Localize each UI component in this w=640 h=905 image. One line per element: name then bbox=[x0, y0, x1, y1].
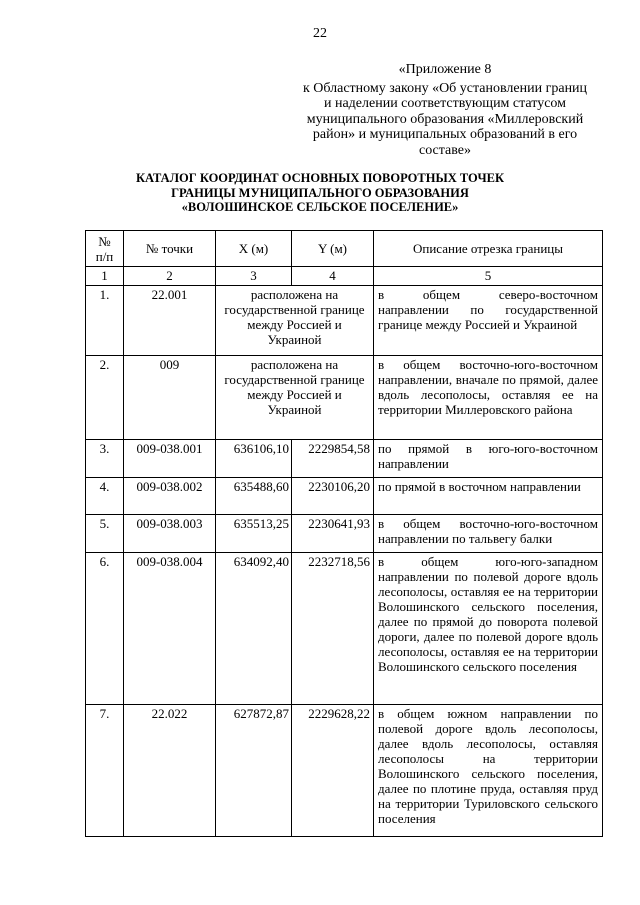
table-row bbox=[86, 356, 603, 440]
table-header-row bbox=[86, 231, 603, 267]
header-num-abbr: п/п bbox=[95, 248, 114, 264]
row-number: 4. bbox=[86, 478, 124, 515]
index-cell: 1 bbox=[86, 267, 124, 286]
y-coordinate: 2229628,22 bbox=[292, 705, 374, 837]
row-number: 1. bbox=[86, 286, 124, 356]
index-row bbox=[86, 267, 603, 286]
point-id: 009-038.002 bbox=[124, 478, 216, 515]
header-num-symbol: № bbox=[98, 233, 111, 249]
index-cell: 4 bbox=[292, 267, 374, 286]
page-number: 22 bbox=[313, 26, 327, 41]
point-location: расположена на государственной границе между Россией и Украиной bbox=[216, 286, 374, 356]
catalog-title bbox=[0, 171, 640, 215]
table-row bbox=[86, 515, 603, 553]
x-coordinate: 635488,60 bbox=[216, 478, 292, 515]
x-coordinate: 634092,40 bbox=[216, 553, 292, 705]
row-number: 6. bbox=[86, 553, 124, 705]
table-row bbox=[86, 440, 603, 478]
row-number: 2. bbox=[86, 356, 124, 440]
table-row bbox=[86, 478, 603, 515]
y-coordinate: 2232718,56 bbox=[292, 553, 374, 705]
x-coordinate: 636106,10 bbox=[216, 440, 292, 478]
appendix-title: «Приложение 8 bbox=[398, 62, 492, 77]
point-id: 009-038.001 bbox=[124, 440, 216, 478]
header-num bbox=[86, 231, 124, 267]
y-coordinate: 2230106,20 bbox=[292, 478, 374, 515]
table-row bbox=[86, 286, 603, 356]
row-number: 7. bbox=[86, 705, 124, 837]
table-row bbox=[86, 705, 603, 837]
header-point: № точки bbox=[124, 231, 216, 267]
index-cell: 5 bbox=[374, 267, 603, 286]
segment-description: по прямой в юго-юго-восточном направлении bbox=[374, 440, 603, 478]
point-location: расположена на государственной границе между Россией и Украиной bbox=[216, 356, 374, 440]
header-x: X (м) bbox=[216, 231, 292, 267]
segment-description: в общем восточно-юго-восточном направлении, вначале по прямой, далее вдоль лесополосы, оставляя ее на территории Миллеровского района bbox=[374, 356, 603, 440]
row-number: 3. bbox=[86, 440, 124, 478]
segment-description: в общем северо-восточном направлении по государственной границе между Россией и Украиной bbox=[374, 286, 603, 356]
point-id: 009-038.003 bbox=[124, 515, 216, 553]
catalog-title-line-2: ГРАНИЦЫ МУНИЦИПАЛЬНОГО ОБРАЗОВАНИЯ bbox=[171, 185, 469, 200]
segment-description: в общем южном направлении по полевой дороге вдоль лесополосы, далее вдоль лесополосы, оставляя лесополосы на территории Волошинского сельского поселения, далее по плотине пруда, оставляя пруд на территории Туриловского сельского поселения bbox=[374, 705, 603, 837]
header-description: Описание отрезка границы bbox=[374, 231, 603, 267]
segment-description: в общем восточно-юго-восточном направлении по тальвегу балки bbox=[374, 515, 603, 553]
point-id: 009-038.004 bbox=[124, 553, 216, 705]
catalog-title-line-1: КАТАЛОГ КООРДИНАТ ОСНОВНЫХ ПОВОРОТНЫХ ТОЧЕК bbox=[135, 171, 505, 185]
y-coordinate: 2230641,93 bbox=[292, 515, 374, 553]
segment-description: в общем юго-юго-западном направлении по полевой дороге вдоль лесополосы, оставляя ее на территории Волошинского сельского поселения, далее по прямой до поворота полевой дороги, далее по полевой дороге вдоль лесополосы, оставляя ее на территории Волошинского сельского поселения bbox=[374, 553, 603, 705]
y-coordinate: 2229854,58 bbox=[292, 440, 374, 478]
appendix-reference: к Областному закону «Об установлении границ и наделении соответствующим статусом муниципального образования «Миллеровский район» и муниципальных образований в его составе» bbox=[302, 80, 588, 158]
point-id: 22.001 bbox=[124, 286, 216, 356]
index-cell: 3 bbox=[216, 267, 292, 286]
table-row bbox=[86, 553, 603, 705]
row-number: 5. bbox=[86, 515, 124, 553]
coordinates-table bbox=[85, 230, 603, 837]
catalog-title-line-3: «ВОЛОШИНСКОЕ СЕЛЬСКОЕ ПОСЕЛЕНИЕ» bbox=[181, 200, 459, 214]
appendix-header bbox=[300, 62, 590, 158]
point-id: 22.022 bbox=[124, 705, 216, 837]
index-cell: 2 bbox=[124, 267, 216, 286]
x-coordinate: 635513,25 bbox=[216, 515, 292, 553]
x-coordinate: 627872,87 bbox=[216, 705, 292, 837]
segment-description: по прямой в восточном направлении bbox=[374, 478, 603, 515]
header-y: Y (м) bbox=[292, 231, 374, 267]
point-id: 009 bbox=[124, 356, 216, 440]
